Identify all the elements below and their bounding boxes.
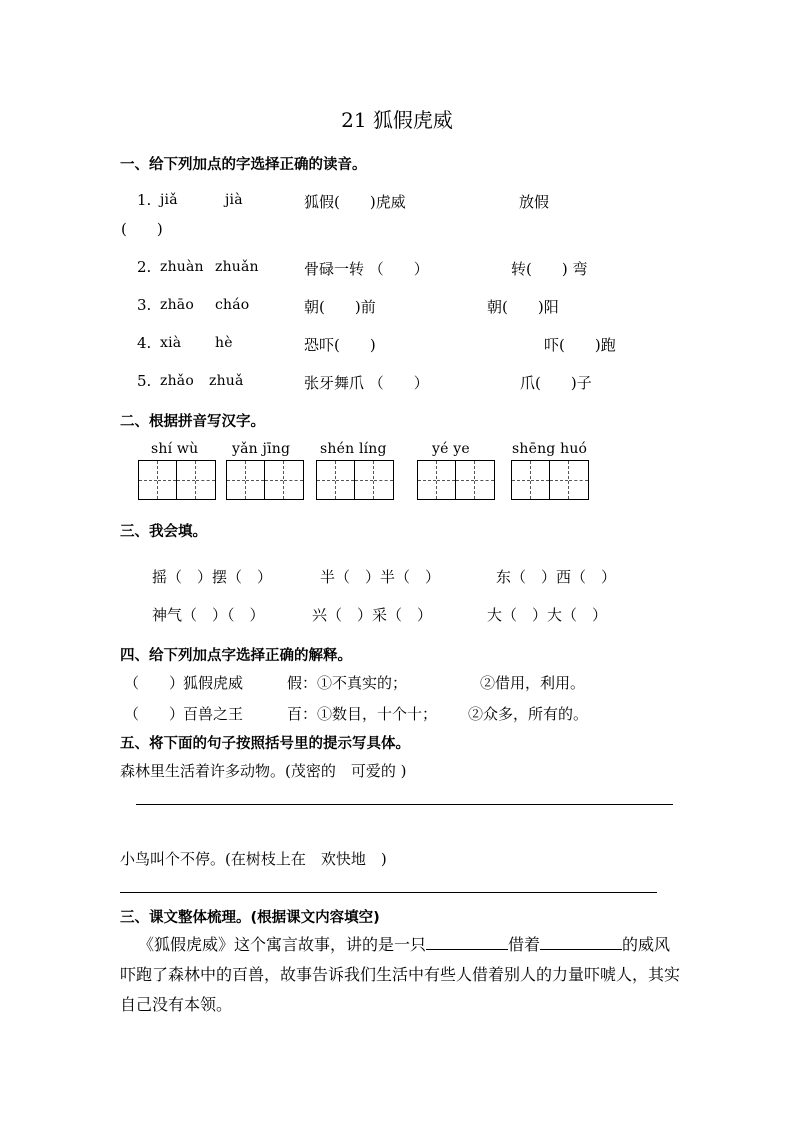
- section-4-heading: 四、给下列加点字选择正确的解释。: [120, 648, 352, 664]
- s2-writing-grid-2[interactable]: [226, 460, 304, 500]
- s4-answer-blank[interactable]: （ ）: [124, 705, 185, 723]
- s2-writing-grid-3[interactable]: [316, 460, 394, 500]
- s6-text: 《狐假虎威》这个寓言故事，讲的是一只: [138, 935, 427, 954]
- s1-pinyin-option-1: xià: [160, 335, 182, 351]
- s1-word-2: 朝( )阳: [487, 298, 559, 316]
- section-6-heading: 三、课文整体梳理。(根据课文内容填空): [120, 910, 380, 926]
- s3-item: 兴（ ）采（ ）: [312, 606, 433, 624]
- section-2-heading: 二、根据拼音写汉字。: [120, 414, 265, 430]
- s3-item: 东（ ）西（ ）: [496, 568, 617, 586]
- s1-word-1: 狐假( )虎威: [304, 193, 406, 211]
- s1-word-1: 骨碌一转 （ ）: [304, 260, 429, 278]
- s5-question-2: 小鸟叫个不停。(在树枝上在 欢快地 ): [120, 850, 387, 868]
- s1-word-1: 恐吓( ): [304, 336, 376, 354]
- s1-word-2: 吓( )跑: [544, 336, 616, 354]
- s6-paragraph-line-1: [138, 930, 670, 960]
- s6-text: 的威风: [622, 935, 671, 954]
- s4-answer-blank[interactable]: （ ）: [124, 674, 185, 692]
- section-1-heading: 一、给下列加点的字选择正确的读音。: [120, 157, 367, 173]
- s1-word-2: 放假: [519, 193, 550, 211]
- s1-pinyin-option-2: jià: [225, 192, 243, 208]
- s6-paragraph-line-3: 自己没有本领。: [120, 995, 233, 1014]
- s4-word: 狐假虎威: [183, 674, 244, 692]
- s2-writing-grid-1[interactable]: [138, 460, 216, 500]
- s1-pinyin-option-1: jiǎ: [160, 192, 178, 208]
- s3-item: 大（ ）大（ ）: [487, 606, 608, 624]
- s1-row-number: 4.: [137, 334, 152, 352]
- s1-row-number: 3.: [137, 296, 152, 314]
- s1-pinyin-option-2: cháo: [215, 297, 250, 313]
- s3-item: 半（ ）半（ ）: [320, 568, 441, 586]
- s4-option-2: ②众多，所有的。: [468, 705, 589, 723]
- s1-word-2: 转( ) 弯: [511, 260, 588, 278]
- s3-item: 神气（ ）（ ）: [152, 606, 265, 624]
- s2-pinyin-4: yé ye: [432, 441, 470, 457]
- s1-wrapped-blank: ( ): [121, 220, 163, 238]
- s1-pinyin-option-2: zhuǎn: [215, 259, 259, 275]
- s6-blank-1[interactable]: [426, 931, 508, 950]
- s3-item: 摇（ ）摆（ ）: [152, 568, 273, 586]
- s2-writing-grid-5[interactable]: [511, 460, 589, 500]
- s5-answer-line-1[interactable]: [136, 804, 673, 805]
- section-3-heading: 三、我会填。: [120, 524, 207, 540]
- s5-question-1: 森林里生活着许多动物。(茂密的 可爱的 ): [120, 762, 407, 780]
- s4-word: 百兽之王: [183, 705, 244, 723]
- s1-pinyin-option-2: hè: [215, 335, 233, 351]
- s4-option-2: ②借用，利用。: [480, 674, 586, 692]
- s1-row-number: 5.: [137, 372, 152, 390]
- s1-pinyin-option-2: zhuǎ: [209, 373, 244, 389]
- s1-pinyin-option-1: zhǎo: [160, 373, 194, 389]
- s1-word-1: 朝( )前: [304, 298, 376, 316]
- s1-word-1: 张牙舞爪 （ ）: [304, 374, 429, 392]
- s5-answer-line-2[interactable]: [120, 892, 657, 893]
- s4-explanation: 假：①不真实的；: [287, 674, 408, 692]
- s6-paragraph-line-2: 吓跑了森林中的百兽，故事告诉我们生活中有些人借着别人的力量吓唬人，其实: [120, 965, 681, 984]
- section-5-heading: 五、将下面的句子按照括号里的提示写具体。: [120, 736, 410, 752]
- s2-pinyin-1: shí wù: [151, 441, 199, 457]
- s2-pinyin-3: shén líng: [320, 441, 387, 457]
- s4-explanation: 百：①数目，十个十；: [287, 705, 438, 723]
- s1-row-number: 1.: [137, 191, 152, 209]
- s2-pinyin-2: yǎn jīng: [232, 441, 291, 457]
- s1-pinyin-option-1: zhāo: [160, 297, 194, 313]
- s1-row-number: 2.: [137, 258, 152, 276]
- s1-word-2: 爪( )子: [520, 374, 592, 392]
- s2-writing-grid-4[interactable]: [417, 460, 495, 500]
- page-title: 21 狐假虎威: [341, 108, 453, 132]
- s6-blank-2[interactable]: [540, 931, 622, 950]
- s6-text: 借着: [508, 935, 541, 954]
- s2-pinyin-5: shēng huó: [512, 441, 588, 457]
- s1-pinyin-option-1: zhuàn: [160, 259, 204, 275]
